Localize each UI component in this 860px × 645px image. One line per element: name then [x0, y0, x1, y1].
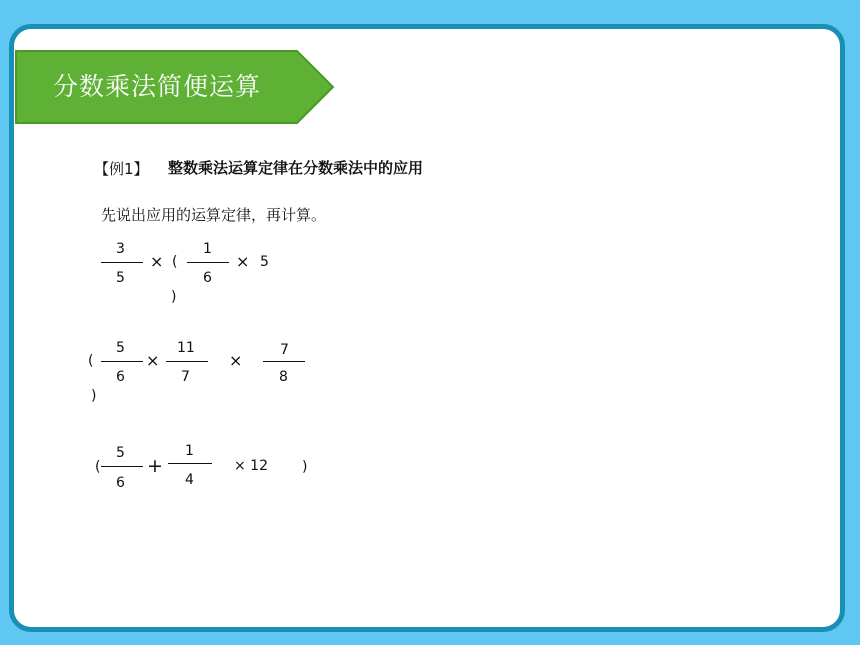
page-title: 分数乘法简便运算 — [53, 72, 262, 101]
close-paren: ) — [91, 388, 97, 404]
fraction-bar — [101, 262, 143, 263]
fraction-numerator: 1 — [185, 443, 194, 459]
fraction-bar — [101, 361, 143, 362]
fraction-denominator: 6 — [116, 369, 125, 385]
fraction-numerator: 1 — [203, 241, 212, 257]
open-paren: ( — [172, 254, 178, 270]
fraction-numerator: 3 — [116, 241, 125, 257]
fraction-bar — [168, 463, 212, 464]
instruction-text: 先说出应用的运算定律，再计算。 — [101, 206, 327, 224]
fraction-numerator: 11 — [177, 340, 195, 356]
fraction-numerator: 5 — [116, 445, 125, 461]
multiply-sign: × — [146, 351, 160, 370]
fraction-denominator: 4 — [185, 472, 194, 488]
plus-sign: + — [147, 455, 163, 477]
fraction-denominator: 8 — [279, 369, 288, 385]
open-paren: ( — [95, 459, 101, 475]
fraction-denominator: 5 — [116, 270, 125, 286]
multiply-sign: × — [150, 252, 164, 271]
multiply-sign: × — [229, 351, 243, 370]
fraction-bar — [101, 466, 143, 467]
integer-operand: 5 — [260, 254, 269, 270]
close-paren: ) — [171, 289, 177, 305]
fraction-denominator: 6 — [203, 270, 212, 286]
open-paren: ( — [88, 353, 94, 369]
close-paren: ) — [302, 459, 308, 475]
fraction-bar — [166, 361, 208, 362]
multiply-sign: × — [236, 252, 250, 271]
fraction-numerator: 5 — [116, 340, 125, 356]
fraction-denominator: 6 — [116, 475, 125, 491]
example-tag: 【例1】 — [94, 160, 149, 178]
fraction-denominator: 7 — [181, 369, 190, 385]
fraction-numerator: 7 — [280, 342, 289, 358]
fraction-bar — [263, 361, 305, 362]
multiply-by-integer: × 12 — [234, 458, 268, 474]
title-banner — [15, 50, 335, 124]
example-heading: 整数乘法运算定律在分数乘法中的应用 — [168, 159, 424, 177]
fraction-bar — [187, 262, 229, 263]
